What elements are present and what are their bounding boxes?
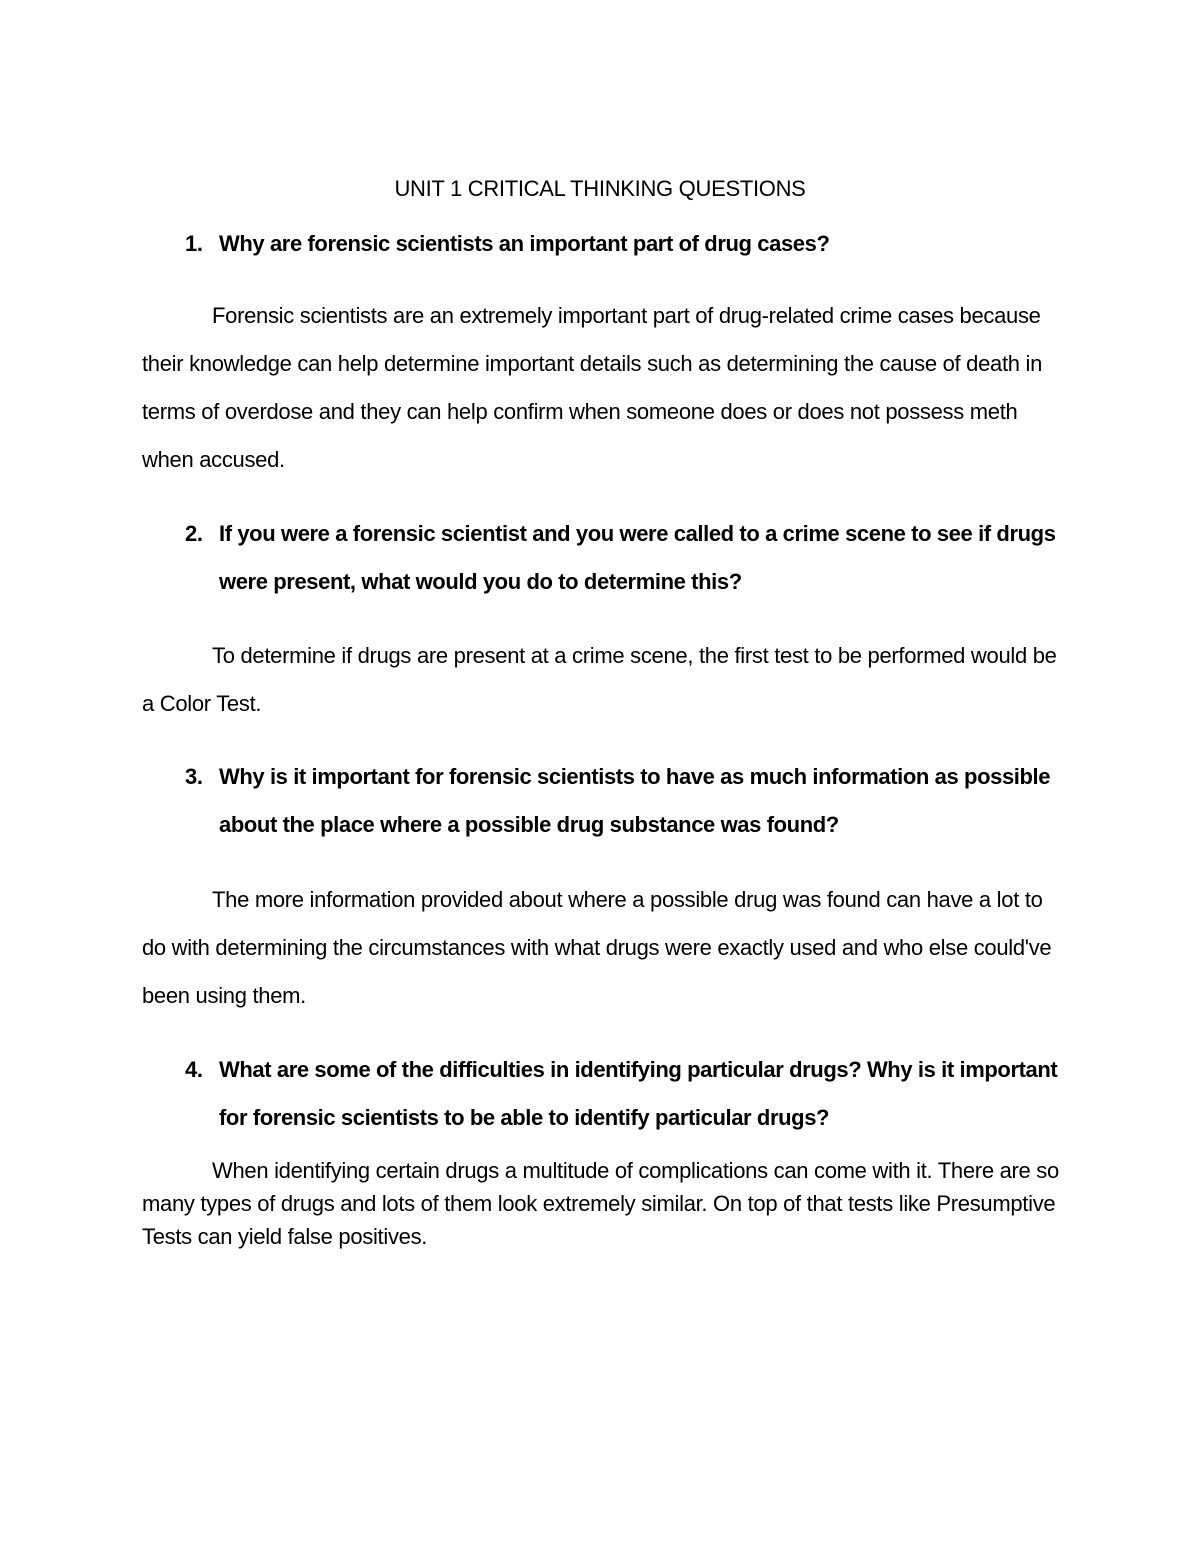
answer-2: To determine if drugs are present at a crime scene, the first test to be performed would be a Color Test. (142, 643, 1057, 716)
question-2 (185, 510, 1065, 606)
question-number: 1. (185, 231, 203, 256)
question-number: 3. (185, 764, 203, 789)
question-text: Why is it important for forensic scientists to have as much information as possible about the place where a possible drug substance was found? (219, 764, 1051, 837)
answer-4: When identifying certain drugs a multitude of complications can come with it. There are so many types of drugs and lots of them look extremely similar. On top of that tests like Presumptive Tests can yield false positives. (142, 1158, 1059, 1249)
question-text: If you were a forensic scientist and you were called to a crime scene to see if drugs were present, what would you do to determine this? (219, 521, 1056, 594)
question-3 (185, 753, 1065, 849)
answer-1: Forensic scientists are an extremely important part of drug-related crime cases because their knowledge can help determine important details such as determining the cause of death in terms of overdose and they can help confirm when someone does or does not possess meth when accused. (142, 303, 1043, 472)
question-text: What are some of the difficulties in identifying particular drugs? Why is it important for forensic scientists to be able to identify particular drugs? (219, 1057, 1058, 1130)
question-number: 4. (185, 1057, 203, 1082)
document-title: UNIT 1 CRITICAL THINKING QUESTIONS (394, 176, 806, 201)
question-1 (185, 220, 1065, 268)
question-number: 2. (185, 521, 203, 546)
question-text: Why are forensic scientists an important part of drug cases? (219, 231, 830, 256)
question-4 (185, 1046, 1065, 1142)
answer-3: The more information provided about where a possible drug was found can have a lot to do with determining the circumstances with what drugs were exactly used and who else could've been using them. (142, 887, 1052, 1008)
